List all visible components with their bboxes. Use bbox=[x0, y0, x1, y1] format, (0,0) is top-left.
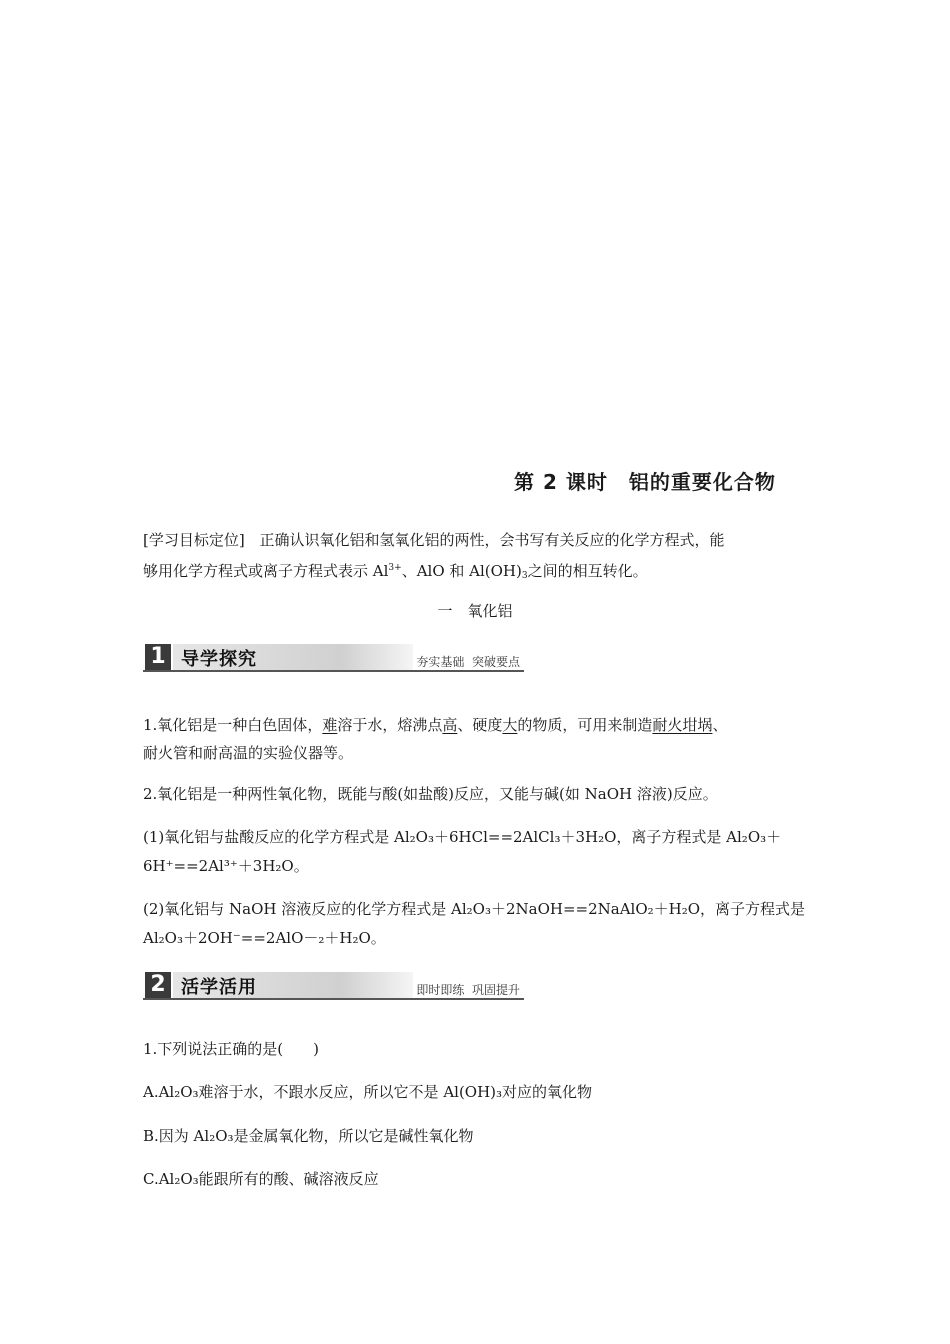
section-heading: 一 氧化铝 bbox=[437, 602, 513, 620]
page-title: 第 2 课时 铝的重要化合物 bbox=[514, 470, 776, 494]
banner-title: 活学活用 bbox=[181, 977, 257, 998]
text: 、硬度 bbox=[457, 716, 503, 734]
objective-text-line2b: 、AlO 和 Al(OH) bbox=[401, 562, 522, 580]
study-paragraph-1 bbox=[143, 711, 808, 767]
objective-subscript: 3 bbox=[521, 571, 528, 581]
banner-tag: 即时即练 巩固提升 bbox=[416, 983, 520, 997]
text: 1.氧化铝是一种白色固体， bbox=[143, 716, 323, 734]
blank-answer: 大 bbox=[502, 716, 518, 734]
objective-text-line1: 正确认识氧化铝和氢氧化铝的两性，会书写有关反应的化学方程式，能 bbox=[259, 531, 725, 549]
blank-answer: 耐火坩埚 bbox=[652, 716, 713, 734]
banner-number: 2 bbox=[145, 972, 171, 998]
study-paragraph-3-line2: 6H⁺==2Al³⁺＋3H₂O。 bbox=[143, 857, 309, 875]
objective-text-line2a: 够用化学方程式或离子方程式表示 Al bbox=[143, 562, 389, 580]
study-paragraph-4-line2: Al₂O₃＋2OH⁻==2AlO－₂＋H₂O。 bbox=[143, 929, 386, 947]
study-paragraph-2: 2.氧化铝是一种两性氧化物，既能与酸(如盐酸)反应，又能与碱(如 NaOH 溶液)反应。 bbox=[143, 785, 718, 803]
banner-tag: 夯实基础 突破要点 bbox=[416, 655, 520, 669]
banner-rule bbox=[143, 998, 524, 1000]
objective-label: [学习目标定位] bbox=[143, 531, 245, 549]
banner-rule bbox=[143, 670, 524, 672]
learning-objective bbox=[143, 526, 808, 590]
banner-title: 导学探究 bbox=[181, 649, 257, 670]
study-paragraph-4-line1: (2)氧化铝与 NaOH 溶液反应的化学方程式是 Al₂O₃＋2NaOH==2NaAlO₂＋H₂O，离子方程式是 bbox=[143, 900, 806, 918]
practice-option-c: C.Al₂O₃能跟所有的酸、碱溶液反应 bbox=[143, 1170, 379, 1188]
blank-answer: 高 bbox=[442, 716, 458, 734]
banner-study bbox=[143, 643, 524, 673]
study-paragraph-3-line1: (1)氧化铝与盐酸反应的化学方程式是 Al₂O₃＋6HCl==2AlCl₃＋3H₂O，离子方程式是 Al₂O₃＋ bbox=[143, 828, 782, 846]
banner-practice bbox=[143, 971, 524, 1001]
practice-option-a: A.Al₂O₃难溶于水，不跟水反应，所以它不是 Al(OH)₃对应的氧化物 bbox=[143, 1083, 593, 1101]
text: 耐火管和耐高温的实验仪器等。 bbox=[143, 744, 354, 762]
banner-number: 1 bbox=[145, 644, 171, 670]
objective-text-line2c: 之间的相互转化。 bbox=[527, 562, 648, 580]
text: 的物质，可用来制造 bbox=[517, 716, 653, 734]
text: 、 bbox=[712, 716, 728, 734]
practice-option-b: B.因为 Al₂O₃是金属氧化物，所以它是碱性氧化物 bbox=[143, 1127, 474, 1145]
blank-answer: 难 bbox=[322, 716, 338, 734]
objective-superscript: 3+ bbox=[388, 563, 402, 573]
text: 溶于水，熔沸点 bbox=[337, 716, 443, 734]
practice-question: 1.下列说法正确的是( ) bbox=[143, 1040, 320, 1058]
